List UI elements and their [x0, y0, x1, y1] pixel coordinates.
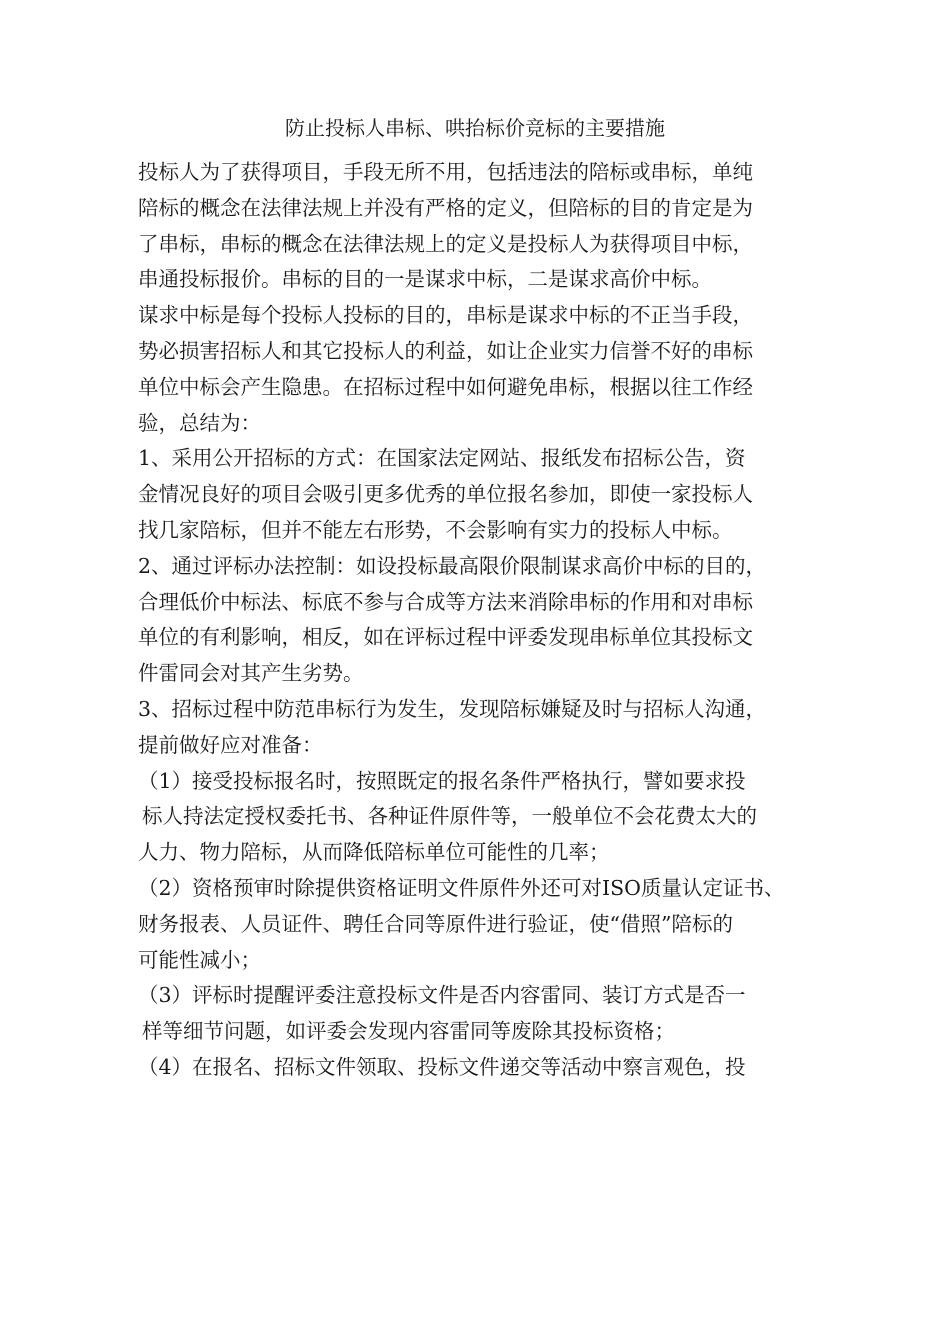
text-line: 人力、物力陪标，从而降低陪标单位可能性的几率； — [138, 840, 610, 865]
text-line: （1）接受投标报名时，按照既定的报名条件严格执行，譬如要求投 — [138, 768, 746, 793]
text-line: 投标人为了获得项目，手段无所不用，包括违法的陪标或串标，单纯 — [138, 160, 753, 184]
text-line: 1、采用公开招标的方式：在国家法定网站、报纸发布招标公告，资 — [138, 446, 746, 471]
text-line: 串通投标报价。串标的目的一是谋求中标，二是谋求高价中标。 — [138, 267, 712, 292]
text-line: 金情况良好的项目会吸引更多优秀的单位报名参加，即使一家投标人 — [138, 482, 753, 507]
text-line: 陪标的概念在法律法规上并没有严格的定义，但陪标的目的肯定是为 — [138, 195, 753, 220]
text-line: 3、招标过程中防范串标行为发生，发现陪标嫌疑及时与招标人沟通， — [138, 696, 767, 721]
text-line: 财务报表、人员证件、聘任合同等原件进行验证，使“借照”陪标的 — [138, 911, 733, 936]
text-line: 样等细节问题，如评委会发现内容雷同等废除其投标资格； — [142, 1019, 675, 1044]
text-line: 势必损害招标人和其它投标人的利益，如让企业实力信誉不好的串标 — [138, 338, 753, 363]
text-line: 标人持法定授权委托书、各种证件原件等，一般单位不会花费太大的 — [142, 804, 757, 829]
text-line: 可能性减小； — [138, 947, 261, 972]
text-line: 单位中标会产生隐患。在招标过程中如何避免串标，根据以往工作经 — [138, 374, 753, 399]
text-line: 单位的有利影响，相反，如在评标过程中评委发现串标单位其投标文 — [138, 625, 753, 650]
text-line: 件雷同会对其产生劣势。 — [138, 661, 364, 686]
text-line: （4）在报名、招标文件领取、投标文件递交等活动中察言观色，投 — [138, 1054, 746, 1079]
text-line: 找几家陪标，但并不能左右形势，不会影响有实力的投标人中标。 — [138, 517, 733, 542]
text-line: （3）评标时提醒评委注意投标文件是否内容雷同、装订方式是否一 — [138, 983, 746, 1008]
document-body — [138, 155, 838, 1086]
text-line: 提前做好应对准备： — [138, 732, 323, 757]
text-line: 2、通过评标办法控制：如设投标最高限价限制谋求高价中标的目的， — [138, 553, 767, 578]
text-line: 合理低价中标法、标底不参与合成等方法来消除串标的作用和对串标 — [138, 589, 753, 614]
text-line: 验，总结为： — [138, 410, 261, 435]
text-line: （2）资格预审时除提供资格证明文件原件外还可对ISO质量认定证书、 — [138, 875, 785, 900]
text-line: 谋求中标是每个投标人投标的目的，串标是谋求中标的不正当手段， — [138, 303, 753, 328]
text-line: 了串标，串标的概念在法律法规上的定义是投标人为获得项目中标， — [138, 231, 753, 256]
document-title: 防止投标人串标、哄抬标价竞标的主要措施 — [285, 116, 665, 140]
